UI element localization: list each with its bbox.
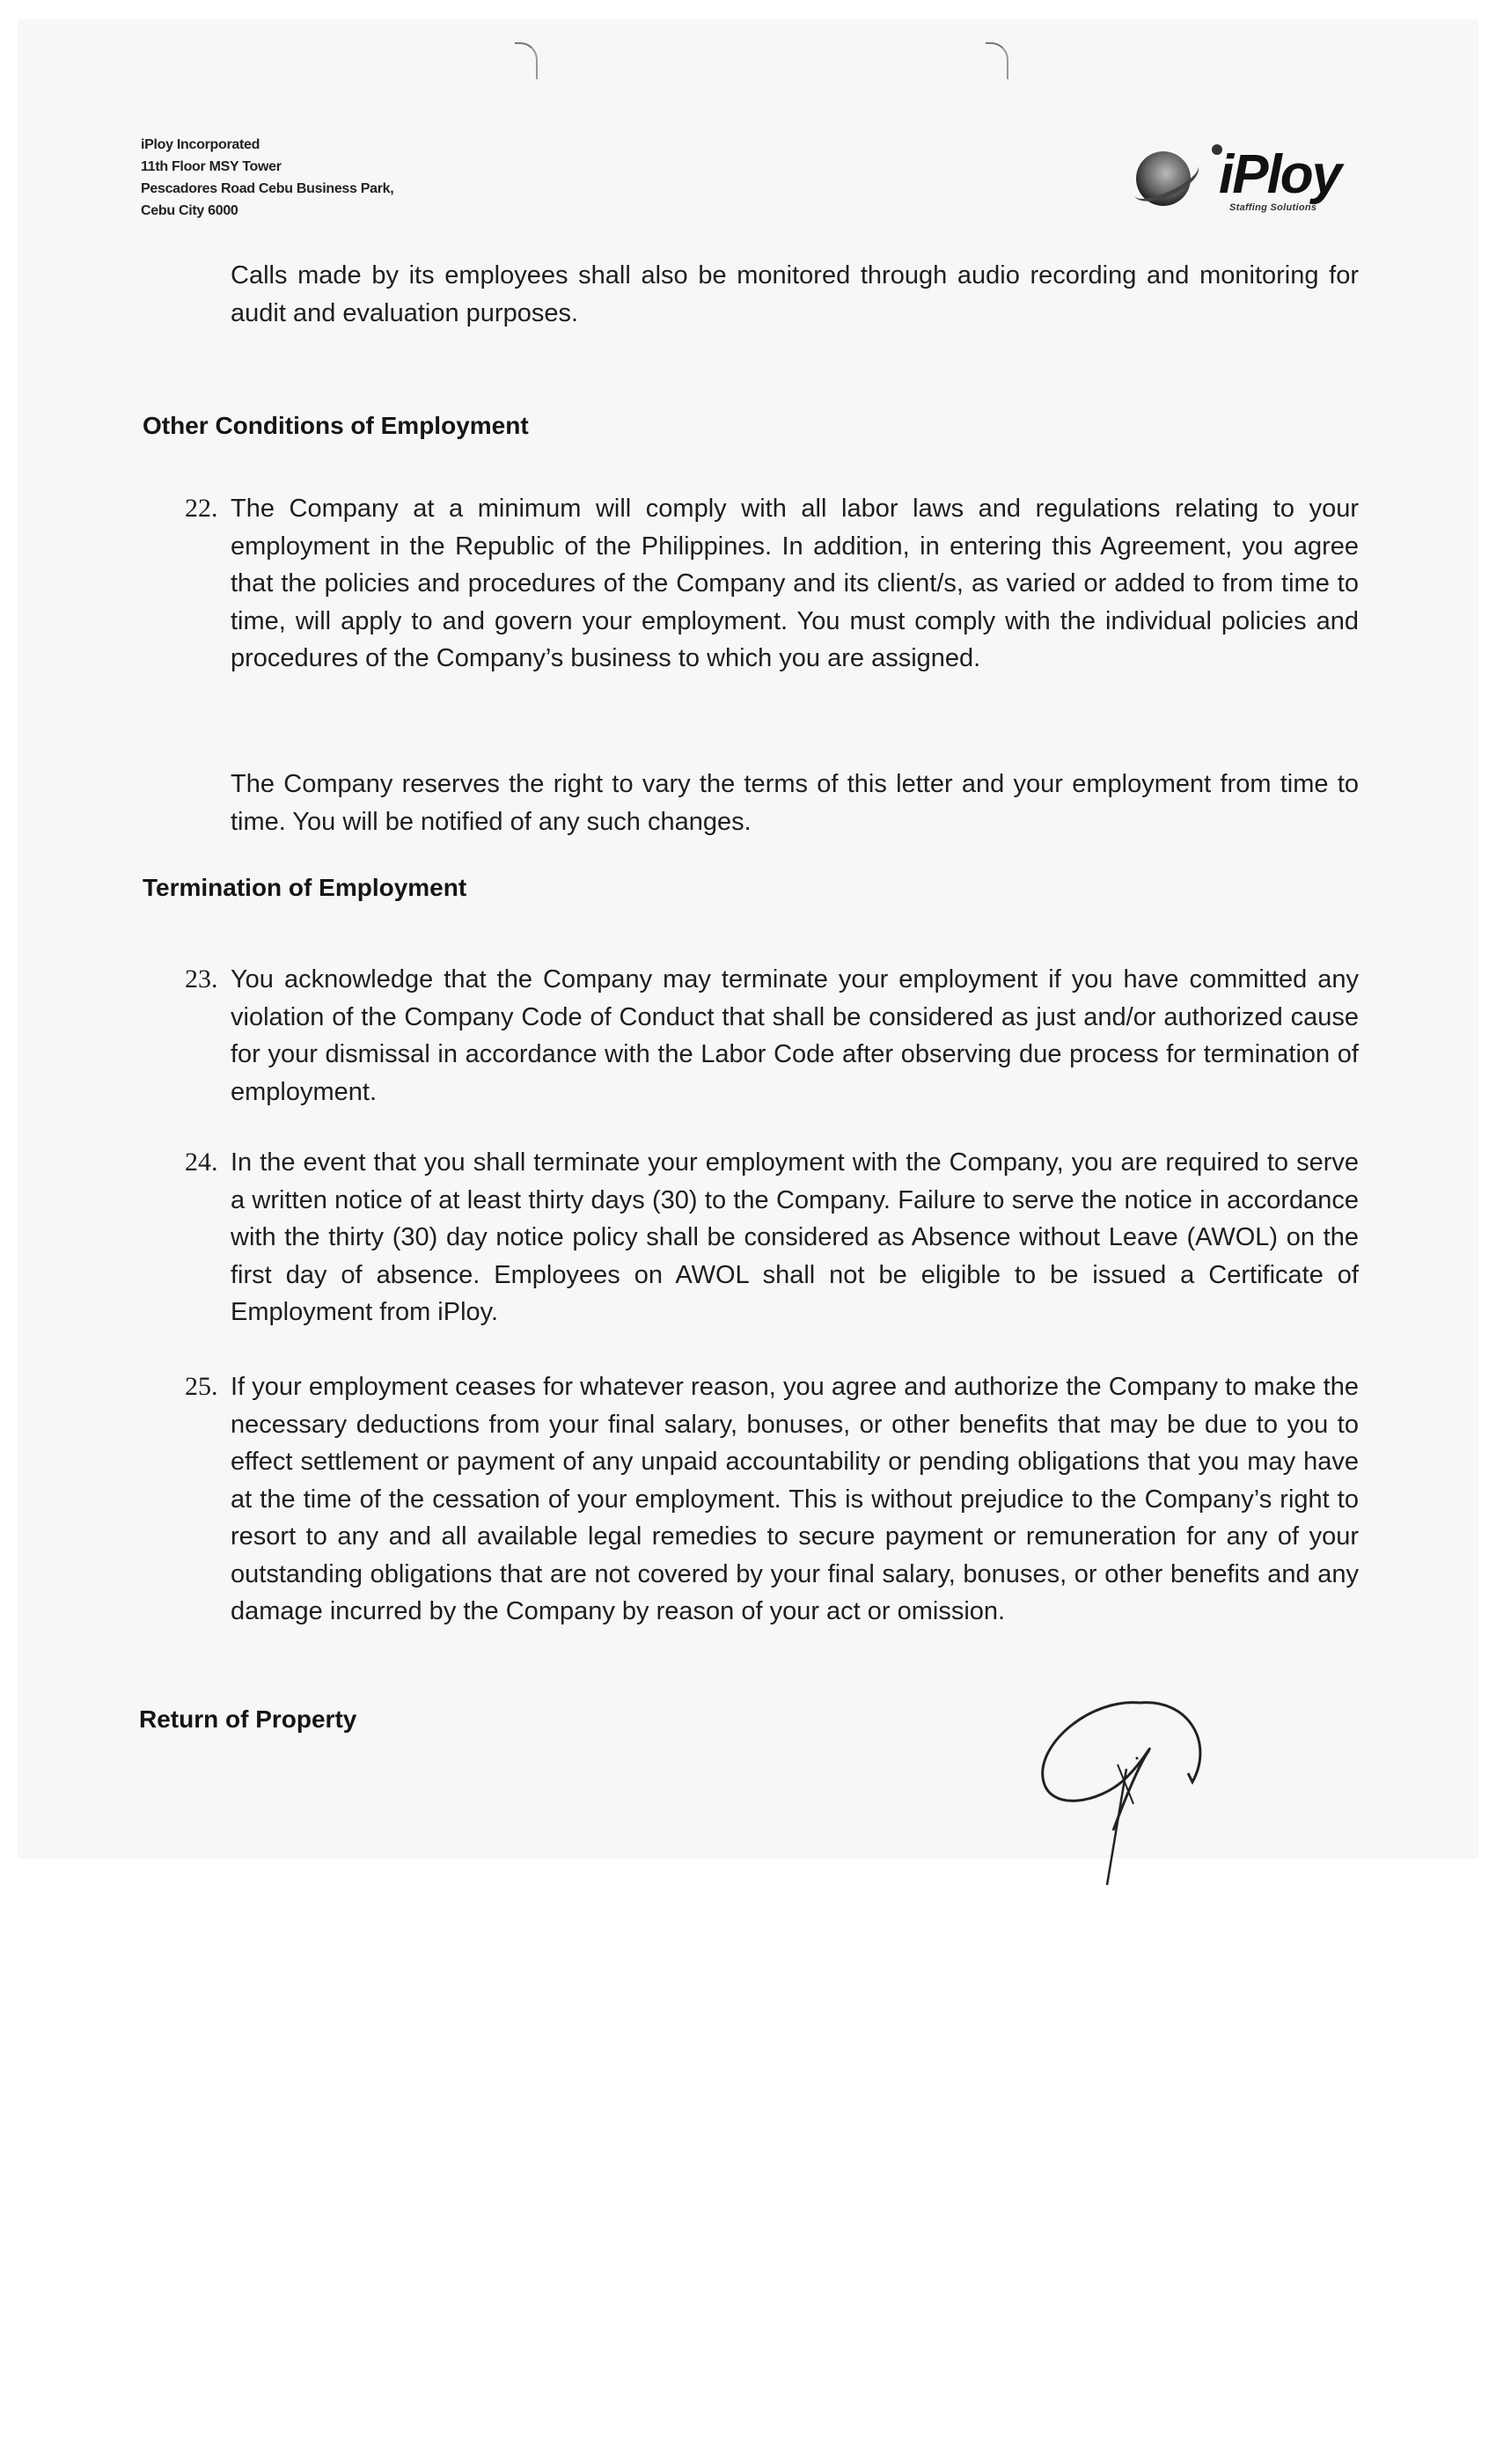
intro-paragraph: Calls made by its employees shall also be monitored through audio recording and monitoring for audit and evaluation purposes. xyxy=(231,261,1359,327)
section-heading-other-conditions: Other Conditions of Employment xyxy=(143,412,529,439)
logo-tagline: Staffing Solutions xyxy=(1229,202,1317,213)
company-logo xyxy=(1131,141,1360,216)
clause-25 xyxy=(185,1368,1359,1631)
address-line: Cebu City 6000 xyxy=(141,203,238,218)
clause-text: The Company at a minimum will comply with all labor laws and regulations relating to your employment in the Republic of the Philippines. In addition, in entering this Agreement, you agree that the policies and procedures of the Company and its client/s, as varied or added to from time to time, will apply to and govern your employment. You must comply with the individual policies and procedures of the Company’s business to which you are assigned. xyxy=(231,495,1359,672)
clause-number: 22. xyxy=(185,494,218,523)
address-line: 11th Floor MSY Tower xyxy=(141,159,282,174)
clause-text: In the event that you shall terminate your employment with the Company, you are required to serve a written notice of at least thirty days (30) to the Company. Failure to serve the notice in accordance with the thirty (30) day notice policy shall be considered as Absence without Leave (AWOL) on the first day of absence. Employees on AWOL shall not be eligible to be issued a Certificate of Employment from iPloy. xyxy=(231,1148,1359,1326)
address-line: iPloy Incorporated xyxy=(141,137,260,152)
section-heading-return-of-property: Return of Property xyxy=(139,1705,357,1733)
clause-text: If your employment ceases for whatever reason, you agree and authorize the Company to make the necessary deductions from your final salary, bonuses, or other benefits that may be due to you to effect settlement or payment of any unpaid accountability or pending obligations that you may have at the time of the cessation of your employment. This is without prejudice to the Company’s right to resort to any and all available legal remedies to secure payment or remuneration for any of your outstanding obligations that are not covered by your final salary, bonuses, or other benefits and any damage incurred by the Company by reason of your act or omission. xyxy=(231,1373,1359,1625)
address-line: Pescadores Road Cebu Business Park, xyxy=(141,181,394,196)
logo-wordmark: iPloy xyxy=(1219,144,1341,205)
clause-number: 25. xyxy=(185,1372,218,1401)
section-heading-termination: Termination of Employment xyxy=(143,874,467,901)
signature-initials-icon xyxy=(986,1681,1250,1892)
clause-24 xyxy=(185,1144,1359,1331)
clause-22 xyxy=(185,490,1359,678)
clause-number: 23. xyxy=(185,964,218,994)
clause-text: You acknowledge that the Company may terminate your employment if you have committed any violation of the Company Code of Conduct that shall be considered as just and/or authorized cause for your dismissal in accordance with the Labor Code after observing due process for termination of employment. xyxy=(231,965,1359,1106)
reservation-paragraph: The Company reserves the right to vary the terms of this letter and your employment from time to time. You will be notified of any such changes. xyxy=(231,770,1359,836)
clause-number: 24. xyxy=(185,1148,218,1177)
company-address xyxy=(141,134,393,222)
clause-23 xyxy=(185,961,1359,1111)
